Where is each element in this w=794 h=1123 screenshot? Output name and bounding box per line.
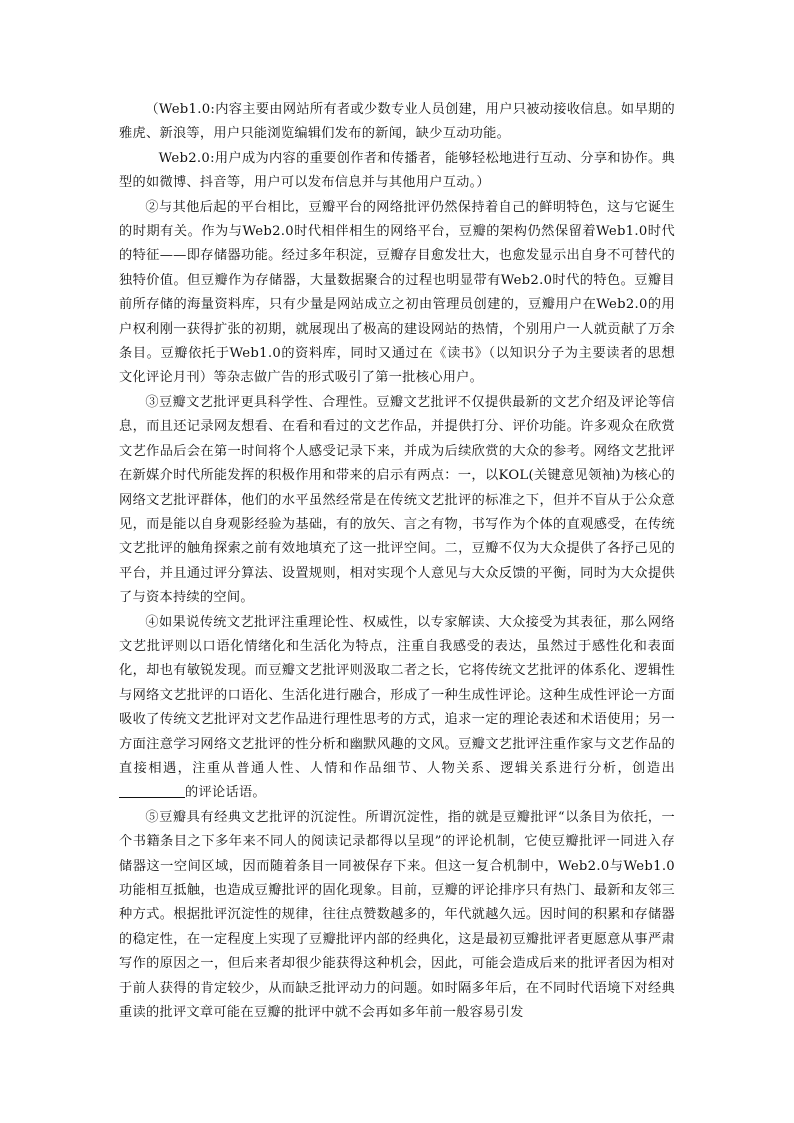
article-body [119,98,675,1025]
paragraph-5: ⑤豆瓣具有经典文艺批评的沉淀性。所谓沉淀性，指的就是豆瓣批评“以条目为依托，一个书籍条目之下多年来不同人的阅读记录都得以呈现”的评论机制，它使豆瓣批评一同进入存储器这一空间区域，因而随着条目一同被保存下来。但这一复合机制中，Web2.0与Web1.0功能相互抵触，也造成豆瓣批评的固化现象。目前，豆瓣的评论排序只有热门、最新和友邻三种方式。根据批评沉淀性的规律，往往点赞数越多的，年代就越久远。因时间的积累和存储器的稳定性，在一定程度上实现了豆瓣批评内部的经典化，这是最初豆瓣批评者更愿意从事严肃写作的原因之一，但后来者却很少能获得这种机会，因此，可能会造成后来的批评者因为相对于前人获得的肯定较少，从而缺乏批评动力的问题。如时隔多年后，在不同时代语境下对经典重读的批评文章可能在豆瓣的批评中就不会再如多年前一般容易引发 [119,809,675,1021]
fill-in-blank [119,783,185,798]
web1-note: （Web1.0:内容主要由网站所有者或少数专业人员创建，用户只被动接收信息。如早期的雅虎、新浪等，用户只能浏览编辑们发布的新闻，缺少互动功能。 [119,102,675,142]
paragraph-3: ③豆瓣文艺批评更具科学性、合理性。豆瓣文艺批评不仅提供最新的文艺介绍及评论等信息，而且还记录网友想看、在看和看过的文艺作品，并提供打分、评价功能。许多观众在欣赏文艺作品后会在第一时间将个人感受记录下来，并成为后续欣赏的大众的参考。网络文艺批评在新媒介时代所能发挥的积极作用和带来的启示有两点：一，以KOL(关键意见领袖)为核心的网络文艺批评群体，他们的水平虽然经常是在传统文艺批评的标准之下，但并不盲从于公众意见，而是能以自身观影经验为基础，有的放矢、言之有物，书写作为个体的直观感受，在传统文艺批评的触角探索之前有效地填充了这一批评空间。二，豆瓣不仅为大众提供了各抒己见的平台，并且通过评分算法、设置规则，相对实现个人意见与大众反馈的平衡，同时为大众提供了与资本持续的空间。 [119,394,675,606]
paragraph-4-text-before: ④如果说传统文艺批评注重理论性、权威性，以专家解读、大众接受为其表征，那么网络文艺批评则以口语化情绪化和生活化为特点，注重自我感受的表达，虽然过于感性化和表面化，却也有敏锐发现。而豆瓣文艺批评则汲取二者之长，它将传统文艺批评的体系化、逻辑性与网络文艺批评的口语化、生活化进行融合，形成了一种生成性评论。这种生成性评论一方面吸收了传统文艺批评对文艺作品进行理性思考的方式，追求一定的理论表述和术语使用；另一方面注意学习网络文艺批评的性分析和幽默风趣的文风。豆瓣文艺批评注重作家与文艺作品的直接相遇，注重从普通人性、人情和作品细节、人物关系、逻辑关系进行分析，创造出 [119,614,675,776]
paragraph-4-text-after: 的评论话语。 [185,785,266,801]
paragraph-2: ②与其他后起的平台相比，豆瓣平台的网络批评仍然保持着自己的鲜明特色，这与它诞生的时期有关。作为与Web2.0时代相伴相生的网络平台，豆瓣的架构仍然保留着Web1.0时代的特征——即存储器功能。经过多年积淀，豆瓣存目愈发壮大，也愈发显示出自身不可替代的独特价值。但豆瓣作为存储器，大量数据聚合的过程也明显带有Web2.0时代的特色。豆瓣目前所存储的海量资料库，只有少量是网站成立之初由管理员创建的，豆瓣用户在Web2.0的用户权利刚一获得扩张的初期，就展现出了极高的建设网站的热情，个别用户一人就贡献了万余条目。豆瓣依托于Web1.0的资料库，同时又通过在《读书》（以知识分子为主要读者的思想文化评论月刊）等杂志做广告的形式吸引了第一批核心用户。 [119,199,675,386]
web2-note: Web2.0:用户成为内容的重要创作者和传播者，能够轻松地进行互动、分享和协作。典型的如微博、抖音等，用户可以发布信息并与其他用户互动。） [119,150,675,191]
paragraph-4 [119,611,675,806]
